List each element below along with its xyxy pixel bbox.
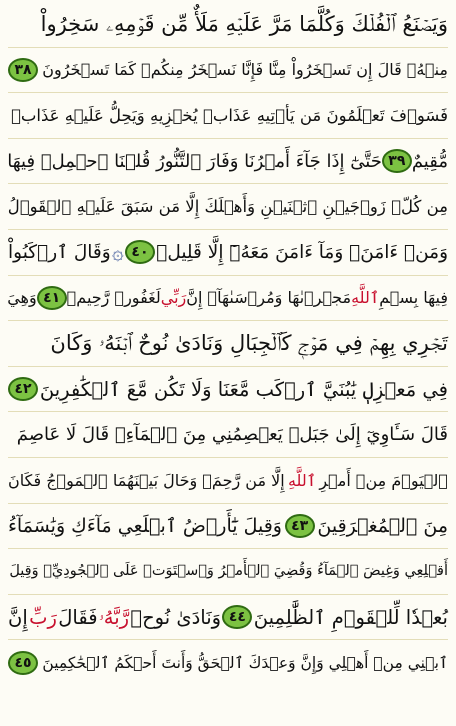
text-line [8, 93, 448, 139]
verse-text: وَهِيَ [7, 288, 37, 308]
verse-text: إِنَّ [8, 605, 28, 629]
ayah-number-marker: ٤٥ [8, 651, 38, 675]
divine-name-text: رَبِّ [29, 605, 57, 629]
ayah-number-marker: ٤٣ [285, 514, 315, 538]
divine-name-text: ٱللَّهِ [351, 288, 380, 308]
rub-el-hizb-icon: ۞ [111, 240, 124, 265]
verse-text: فِيهَا بِسۡمِ [379, 288, 448, 308]
ayah-number-marker: ٤٢ [8, 377, 38, 401]
verse-text: وَقِيلَ يَٰٓأَرۡضُ ٱبۡلَعِي مَآءَكِ وَيَٰسَمَآءُ [8, 514, 282, 537]
text-line [8, 321, 448, 367]
verse-text: مِنَ ٱلۡمُغۡرَقِينَ [317, 514, 448, 537]
verse-text: مُّقِيمٌ [411, 150, 448, 172]
text-line [8, 412, 448, 458]
text-line [8, 2, 448, 48]
ayah-number-marker: ٤٠ [125, 240, 155, 264]
verse-text: حَتَّىٰٓ إِذَا جَآءَ أَمۡرُنَا وَفَارَ ٱلتَّنُّورُ قُلۡنَا ٱحۡمِلۡ فِيهَا [7, 150, 382, 172]
divine-name-text: رَّبَّهُۥ [98, 605, 130, 629]
verse-text: مِن كُلّٖ زَوۡجَيۡنِ ٱثۡنَيۡنِ وَأَهۡلَكَ إِلَّا مَن سَبَقَ عَلَيۡهِ ٱلۡقَوۡلُ [7, 197, 448, 217]
text-line [8, 549, 448, 595]
text-line [8, 640, 448, 685]
text-line [8, 276, 448, 322]
text-line [8, 48, 448, 94]
verse-text: بُعۡدٗا لِّلۡقَوۡمِ ٱلظَّٰلِمِينَ [253, 605, 448, 629]
verse-text: إِلَّا مَن رَّحِمَۚ وَحَالَ بَيۡنَهُمَا ٱلۡمَوۡجُ فَكَانَ [8, 470, 285, 490]
text-line [8, 230, 448, 276]
verse-text: وَقَالَ ٱرۡكَبُواْ [8, 241, 111, 263]
text-line [8, 367, 448, 413]
verse-text: ٱبۡنِي مِنۡ أَهۡلِي وَإِنَّ وَعۡدَكَ ٱلۡحَقُّ وَأَنتَ أَحۡكَمُ ٱلۡحَٰكِمِينَ [42, 653, 448, 672]
verse-text: وَمَنۡ ءَامَنَۚ وَمَآ ءَامَنَ مَعَهُۥٓ إِلَّا قَلِيلٞ [156, 241, 448, 263]
verse-text: فِي مَعۡزِلٖ يَٰبُنَيَّ ٱرۡكَب مَّعَنَا وَلَا تَكُن مَّعَ ٱلۡكَٰفِرِينَ [39, 377, 448, 401]
verse-text: فَسَوۡفَ تَعۡلَمُونَ مَن يَأۡتِيهِ عَذَابٞ يُخۡزِيهِ وَيَحِلُّ عَلَيۡهِ عَذَابٞ [10, 105, 448, 125]
text-line [8, 139, 448, 185]
verse-text: ٱلۡيَوۡمَ مِنۡ أَمۡرِ [319, 470, 448, 490]
verse-text: لَغَفُورٞ رَّحِيمٞ [66, 288, 161, 308]
verse-text: أَقۡلِعِي وَغِيضَ ٱلۡمَآءُ وَقُضِيَ ٱلۡأَمۡرُ وَٱسۡتَوَتۡ عَلَى ٱلۡجُودِيِّۖ وَقِيلَ [9, 563, 448, 580]
divine-name-text: رَبِّي [160, 288, 187, 308]
text-line [8, 595, 448, 641]
text-line [8, 184, 448, 230]
ayah-number-marker: ٤٤ [222, 605, 252, 629]
text-line [8, 504, 448, 550]
verse-text: وَنَادَىٰ نُوحٞ [130, 605, 222, 629]
verse-text: قَالَ سَـَٔاوِيٓ إِلَىٰ جَبَلٖ يَعۡصِمُنِي مِنَ ٱلۡمَآءِۚ قَالَ لَا عَاصِمَ [16, 424, 448, 446]
ayah-number-marker: ٣٨ [8, 58, 38, 82]
verse-text: وَيَصۡنَعُ ٱلۡفُلۡكَ وَكُلَّمَا مَرَّ عَلَيۡهِ مَلَأٌ مِّن قَوۡمِهِۦ سَخِرُواْ [40, 11, 448, 36]
ayah-number-marker: ٣٩ [382, 149, 412, 173]
text-line [8, 458, 448, 504]
ayah-number-marker: ٤١ [37, 286, 67, 310]
verse-text: فَقَالَ [58, 605, 98, 629]
verse-text: تَجۡرِي بِهِمۡ فِي مَوۡجٖ كَٱلۡجِبَالِ وَنَادَىٰ نُوحٌ ٱبۡنَهُۥ وَكَانَ [50, 330, 448, 355]
verse-text: مِنۡهُۚ قَالَ إِن تَسۡخَرُواْ مِنَّا فَإِنَّا نَسۡخَرُ مِنكُمۡ كَمَا تَسۡخَرُونَ [42, 60, 448, 80]
verse-text: مَجۡرٜىٰهَا وَمُرۡسَىٰهَآۚ إِنَّ [186, 288, 352, 308]
divine-name-text: ٱللَّهِ [287, 470, 317, 490]
